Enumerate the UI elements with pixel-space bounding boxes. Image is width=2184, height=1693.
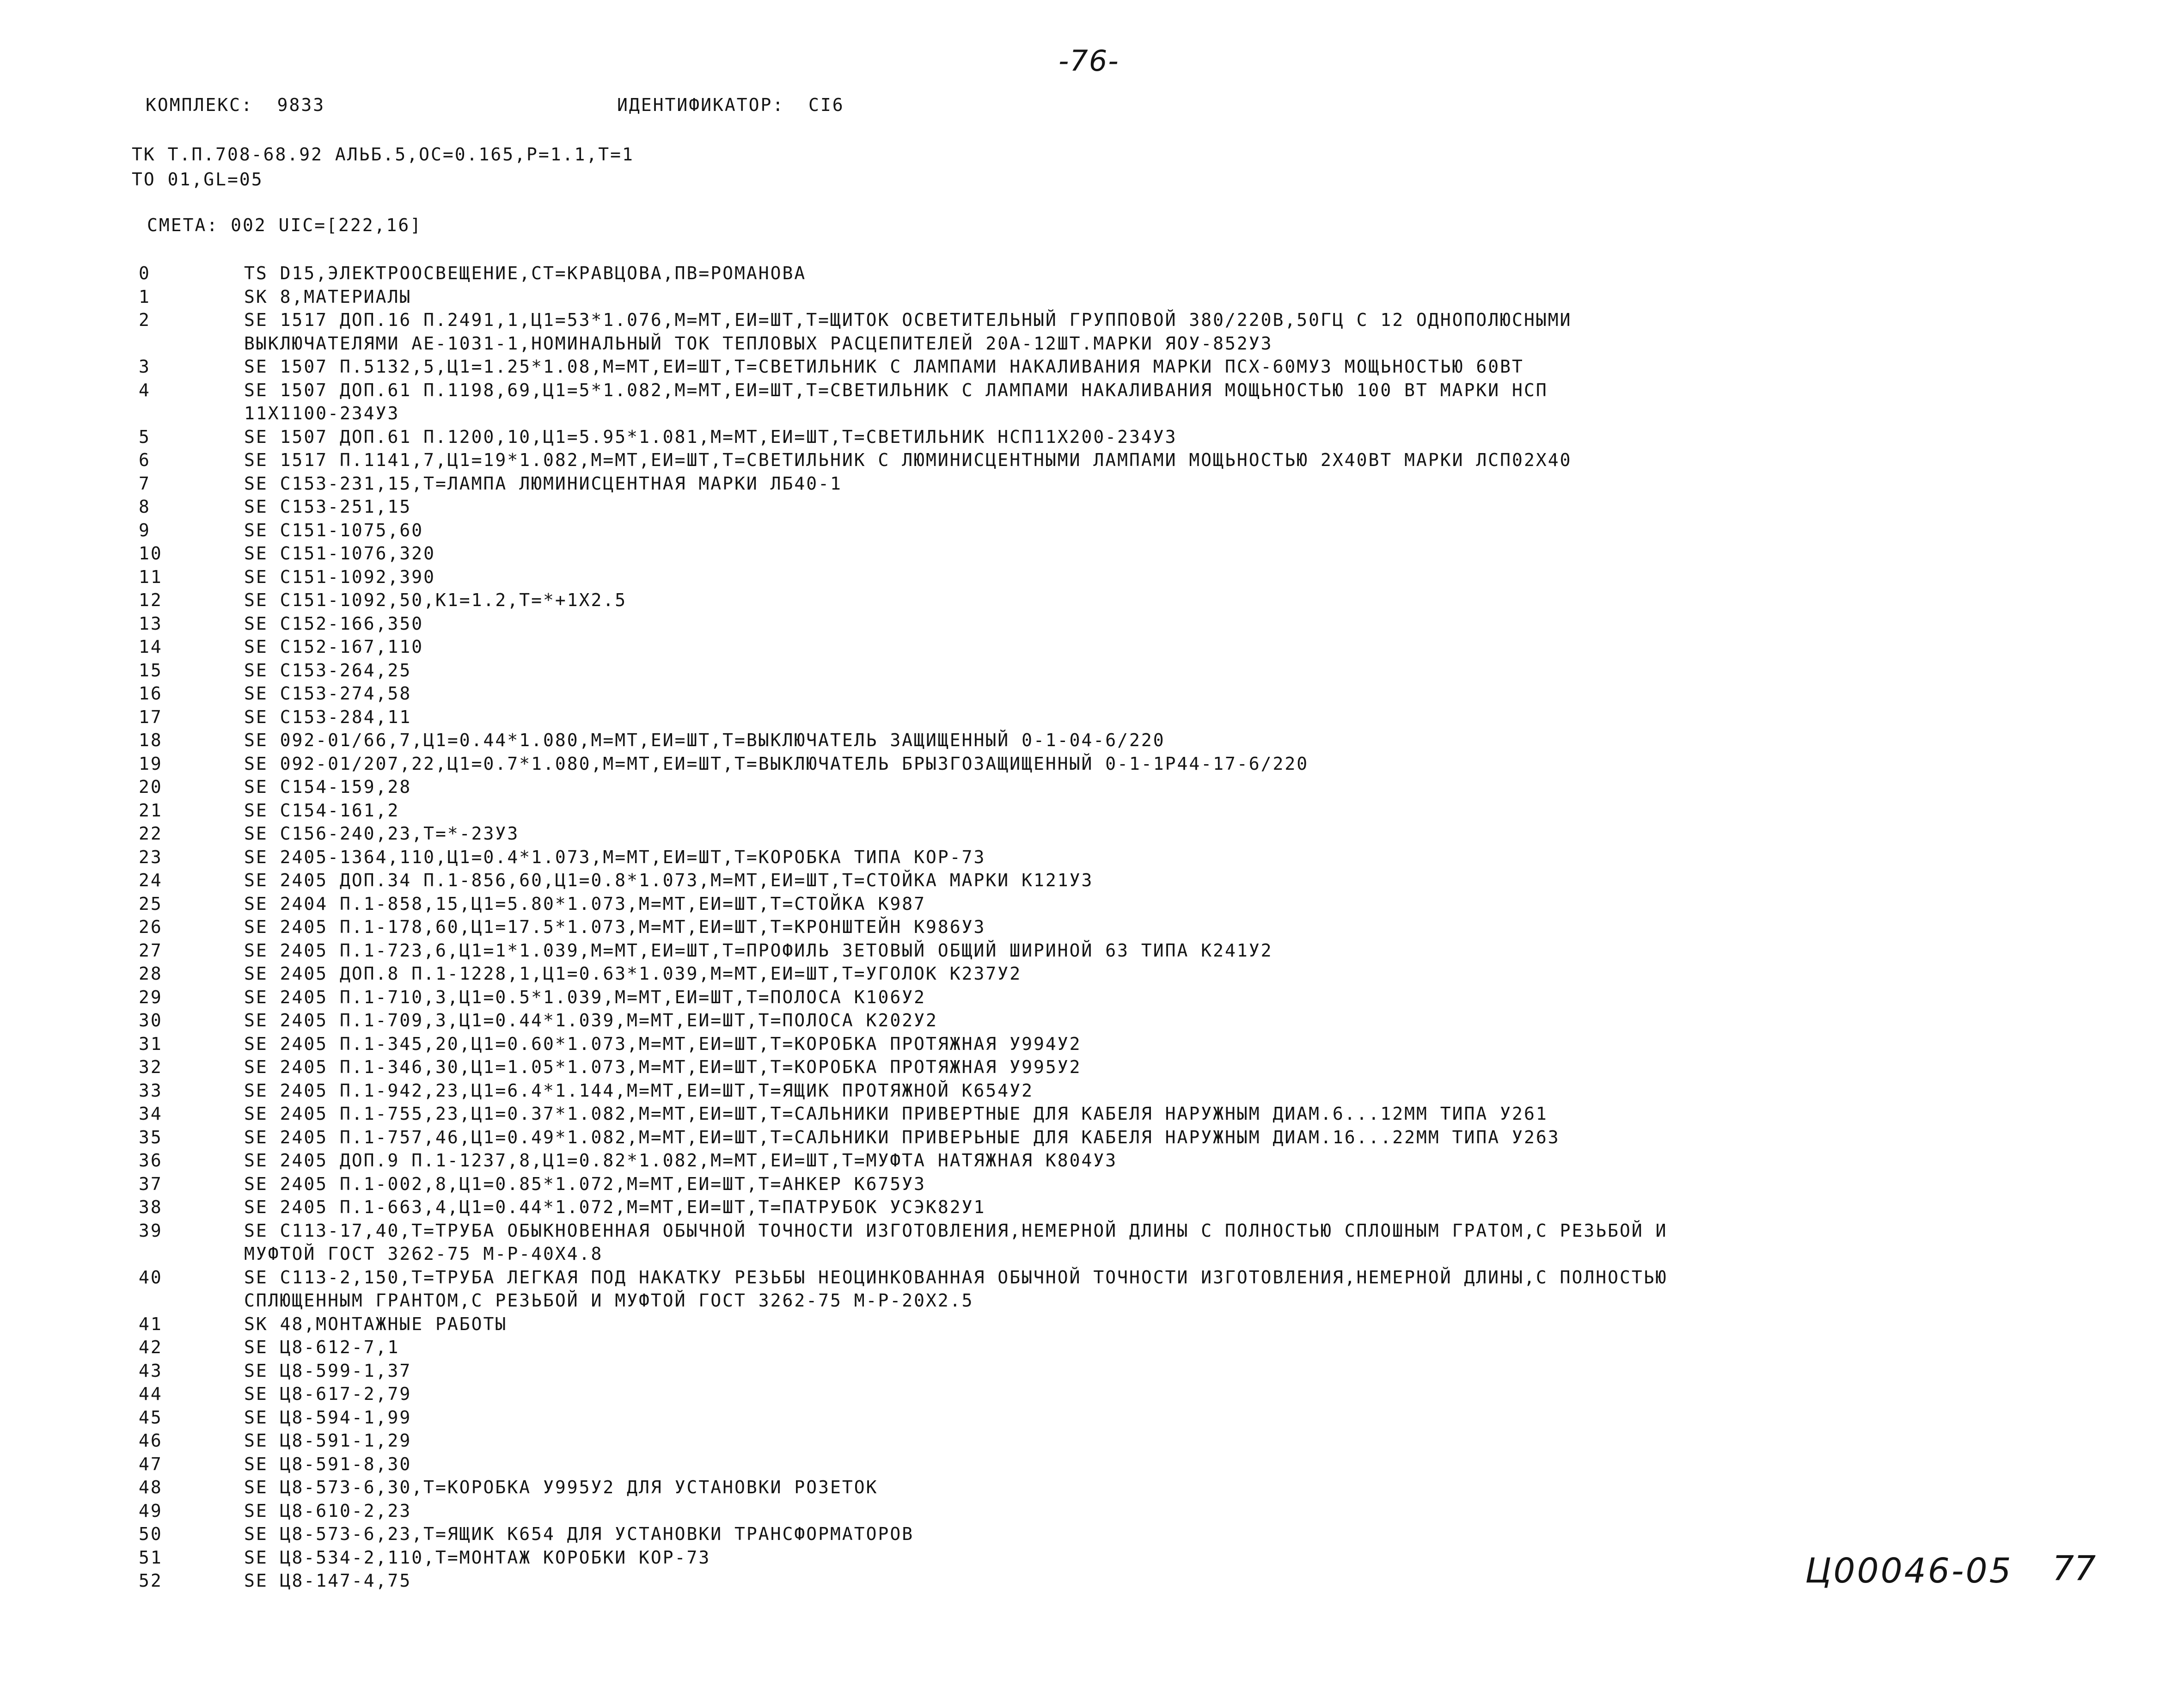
row-text-line: SE 092-01/66,7,Ц1=0.44*1.080,M=MT,ЕИ=ШТ,Т=ВЫКЛЮЧАТЕЛЬ ЗАЩИЩЕННЫЙ 0-1-04-6/220 bbox=[244, 730, 1165, 750]
row-text bbox=[244, 1499, 411, 1523]
row-number: 43 bbox=[139, 1360, 163, 1381]
row-text bbox=[244, 1032, 1081, 1056]
row-text-line: SE C151-1075,60 bbox=[244, 520, 424, 540]
row-number: 5 bbox=[139, 426, 151, 447]
row-text-line: ВЫКЛЮЧАТЕЛЯМИ АЕ-1031-1,НОМИНАЛЬНЫЙ ТОК ТЕПЛОВЫХ РАСЦЕПИТЕЛЕЙ 20А-12ШТ.МАРКИ ЯОУ-852УЗ bbox=[244, 333, 1273, 354]
row-text bbox=[244, 1453, 411, 1476]
listing-row bbox=[139, 1406, 1667, 1429]
row-text bbox=[244, 495, 411, 519]
row-text bbox=[244, 1219, 1667, 1266]
row-text-line: SE C153-231,15,Т=ЛАМПА ЛЮМИНИСЦЕНТНАЯ МАРКИ ЛБ40-1 bbox=[244, 473, 842, 494]
listing-row bbox=[139, 1149, 1667, 1172]
row-text bbox=[244, 1382, 411, 1406]
row-text-line: SE 2405 ДОП.9 П.1-1237,8,Ц1=0.82*1.082,M=MT,ЕИ=ШТ,Т=МУФТА НАТЯЖНАЯ К804УЗ bbox=[244, 1150, 1118, 1171]
listing-row bbox=[139, 775, 1667, 799]
listing-row bbox=[139, 565, 1667, 589]
listing-row bbox=[139, 448, 1667, 472]
row-text bbox=[244, 1336, 399, 1359]
row-text bbox=[244, 1313, 507, 1336]
listing-row bbox=[139, 869, 1667, 892]
row-text bbox=[244, 1406, 411, 1429]
row-text-line: SK 8,МАТЕРИАЛЫ bbox=[244, 286, 412, 307]
row-text-line: SE 2405 П.1-723,6,Ц1=1*1.039,M=MT,ЕИ=ШТ,Т=ПРОФИЛЬ ЗЕТОВЫЙ ОБЩИЙ ШИРИНОЙ 63 ТИПА К241У2 bbox=[244, 940, 1273, 961]
listing-row bbox=[139, 962, 1667, 986]
row-text-line: SE 2405 ДОП.8 П.1-1228,1,Ц1=0.63*1.039,M=MT,ЕИ=ШТ,Т=УГОЛОК К237У2 bbox=[244, 963, 1022, 984]
row-text-line: SE 2405 ДОП.34 П.1-856,60,Ц1=0.8*1.073,M=MT,ЕИ=ШТ,Т=СТОЙКА МАРКИ К121УЗ bbox=[244, 870, 1094, 890]
row-text-line: SE Ц8-594-1,99 bbox=[244, 1407, 412, 1428]
row-number: 28 bbox=[139, 963, 163, 984]
row-text-line: SE Ц8-147-4,75 bbox=[244, 1570, 412, 1591]
row-text bbox=[244, 565, 435, 589]
row-text bbox=[244, 285, 411, 309]
row-text-line: SE C153-264,25 bbox=[244, 660, 412, 681]
row-text bbox=[244, 962, 1022, 986]
row-text-line: SE C113-17,40,Т=ТРУБА ОБЫКНОВЕННАЯ ОБЫЧНОЙ ТОЧНОСТИ ИЗГОТОВЛЕНИЯ,НЕМЕРНОЙ ДЛИНЫ С ПОЛНОСТЬЮ СПЛОШНЫМ ГРАТОМ,С РЕЗЬБОЙ И bbox=[244, 1220, 1668, 1241]
page-number: -76- bbox=[1058, 44, 1120, 78]
row-number: 35 bbox=[139, 1127, 163, 1147]
listing-row bbox=[139, 1476, 1667, 1499]
listing-row bbox=[139, 1313, 1667, 1336]
row-number: 45 bbox=[139, 1407, 163, 1428]
row-number: 16 bbox=[139, 683, 163, 704]
row-number: 29 bbox=[139, 987, 163, 1007]
listing-row bbox=[139, 262, 1667, 285]
row-text-line: SE C151-1092,50,K1=1.2,Т=*+1Х2.5 bbox=[244, 590, 627, 610]
row-number: 46 bbox=[139, 1430, 163, 1451]
row-text bbox=[244, 542, 435, 565]
row-text bbox=[244, 472, 842, 496]
row-number: 15 bbox=[139, 660, 163, 681]
row-text bbox=[244, 355, 1524, 379]
row-number: 32 bbox=[139, 1057, 163, 1077]
row-text-line: SE C153-284,11 bbox=[244, 706, 412, 727]
row-text-line: SE C153-274,58 bbox=[244, 683, 412, 704]
row-text-line: SE 1517 ДОП.16 П.2491,1,Ц1=53*1.076,M=MT,ЕИ=ШТ,Т=ЩИТОК ОСВЕТИТЕЛЬНЫЙ ГРУППОВОЙ 380/220В,50ГЦ С 12 ОДНОПОЛЮСНЫМИ bbox=[244, 310, 1572, 330]
row-text-line: SE Ц8-591-8,30 bbox=[244, 1454, 412, 1474]
row-number: 31 bbox=[139, 1033, 163, 1054]
listing-row bbox=[139, 495, 1667, 519]
row-text bbox=[244, 986, 926, 1009]
row-number: 7 bbox=[139, 473, 151, 494]
listing-row bbox=[139, 1032, 1667, 1056]
row-text-line: SE Ц8-573-6,23,Т=ЯЩИК К654 ДЛЯ УСТАНОВКИ ТРАНСФОРМАТОРОВ bbox=[244, 1524, 914, 1544]
listing-row bbox=[139, 682, 1667, 705]
row-number: 2 bbox=[139, 310, 151, 330]
document-code: Ц00046-05 bbox=[1805, 1551, 2013, 1591]
row-text-line: SE C154-159,28 bbox=[244, 777, 412, 797]
row-text bbox=[244, 822, 519, 846]
row-text-line: SE Ц8-610-2,23 bbox=[244, 1500, 412, 1521]
row-text bbox=[244, 1522, 914, 1546]
row-number: 0 bbox=[139, 263, 151, 283]
row-number: 44 bbox=[139, 1384, 163, 1404]
listing-row bbox=[139, 1009, 1667, 1032]
listing-row bbox=[139, 1522, 1667, 1546]
listing-row bbox=[139, 659, 1667, 682]
row-text bbox=[244, 1359, 411, 1383]
row-number: 13 bbox=[139, 613, 163, 634]
row-text bbox=[244, 939, 1273, 963]
row-text-line: SE 2405 П.1-942,23,Ц1=6.4*1.144,M=MT,ЕИ=ШТ,Т=ЯЩИК ПРОТЯЖНОЙ К654У2 bbox=[244, 1080, 1034, 1101]
listing-row bbox=[139, 379, 1667, 425]
listing-row bbox=[139, 1219, 1667, 1266]
row-number: 47 bbox=[139, 1454, 163, 1474]
tk-line-1: TK T.П.708-68.92 АЛЬБ.5,ОС=0.165,Р=1.1,Т=1 bbox=[132, 144, 634, 165]
row-number: 26 bbox=[139, 917, 163, 937]
row-number: 22 bbox=[139, 823, 163, 844]
listing-row bbox=[139, 705, 1667, 729]
row-number: 36 bbox=[139, 1150, 163, 1171]
row-number: 24 bbox=[139, 870, 163, 890]
row-text bbox=[244, 659, 411, 682]
row-text-line: SE 092-01/207,22,Ц1=0.7*1.080,M=MT,ЕИ=ШТ,Т=ВЫКЛЮЧАТЕЛЬ БРЫЗГОЗАЩИЩЕННЫЙ 0-1-1Р44-17-6/220 bbox=[244, 753, 1309, 774]
listing-row bbox=[139, 519, 1667, 542]
row-text-line: SE 2405 П.1-002,8,Ц1=0.85*1.072,M=MT,ЕИ=ШТ,Т=АНКЕР К675УЗ bbox=[244, 1173, 926, 1194]
row-text bbox=[244, 1149, 1117, 1172]
row-text bbox=[244, 869, 1093, 892]
listing-row bbox=[139, 635, 1667, 659]
row-number: 51 bbox=[139, 1547, 163, 1568]
row-text-line: SE C152-167,110 bbox=[244, 637, 424, 657]
row-number: 18 bbox=[139, 730, 163, 750]
row-text bbox=[244, 1266, 1667, 1313]
listing-row bbox=[139, 542, 1667, 565]
listing-row bbox=[139, 355, 1667, 379]
listing-row bbox=[139, 285, 1667, 309]
row-number: 33 bbox=[139, 1080, 163, 1101]
row-text bbox=[244, 799, 399, 822]
row-number: 37 bbox=[139, 1173, 163, 1194]
row-text bbox=[244, 1196, 985, 1219]
row-text bbox=[244, 1009, 938, 1032]
listing-row bbox=[139, 752, 1667, 776]
row-number: 6 bbox=[139, 450, 151, 470]
row-number: 12 bbox=[139, 590, 163, 610]
row-number: 50 bbox=[139, 1524, 163, 1544]
row-text-line: SE 2405 П.1-178,60,Ц1=17.5*1.073,M=MT,ЕИ=ШТ,Т=КРОНШТЕЙН К986УЗ bbox=[244, 917, 986, 937]
row-text bbox=[244, 1569, 411, 1593]
row-text bbox=[244, 846, 985, 869]
row-text bbox=[244, 1079, 1034, 1103]
listing-row bbox=[139, 1102, 1667, 1126]
row-text bbox=[244, 1476, 878, 1499]
row-number: 38 bbox=[139, 1197, 163, 1217]
listing-row bbox=[139, 846, 1667, 869]
row-text-line: SE 1507 ДОП.61 П.1200,10,Ц1=5.95*1.081,M=MT,ЕИ=ШТ,Т=СВЕТИЛЬНИК НСП11Х200-234УЗ bbox=[244, 426, 1177, 447]
listing-row bbox=[139, 986, 1667, 1009]
row-text bbox=[244, 425, 1177, 449]
listing-row bbox=[139, 822, 1667, 846]
row-text bbox=[244, 1055, 1081, 1079]
row-text-line: SE 1517 П.1141,7,Ц1=19*1.082,M=MT,ЕИ=ШТ,Т=СВЕТИЛЬНИК С ЛЮМИНИСЦЕНТНЫМИ ЛАМПАМИ МОЩЬНОСТЬЮ 2Х40ВТ МАРКИ ЛСП02Х40 bbox=[244, 450, 1572, 470]
row-text bbox=[244, 612, 423, 636]
listing-row bbox=[139, 589, 1667, 612]
row-text-line: SE Ц8-612-7,1 bbox=[244, 1337, 400, 1357]
row-number: 9 bbox=[139, 520, 151, 540]
row-text-line: SE 2405 П.1-709,3,Ц1=0.44*1.039,M=MT,ЕИ=ШТ,Т=ПОЛОСА К202У2 bbox=[244, 1010, 938, 1031]
row-number: 3 bbox=[139, 356, 151, 377]
row-number: 52 bbox=[139, 1570, 163, 1591]
row-text-line: SE 2405 П.1-345,20,Ц1=0.60*1.073,M=MT,ЕИ=ШТ,Т=КОРОБКА ПРОТЯЖНАЯ У994У2 bbox=[244, 1033, 1082, 1054]
sheet-number: 77 bbox=[2052, 1549, 2096, 1589]
row-text-line: SE Ц8-599-1,37 bbox=[244, 1360, 412, 1381]
row-text-line: SE C113-2,150,Т=ТРУБА ЛЕГКАЯ ПОД НАКАТКУ РЕЗЬБЫ НЕОЦИНКОВАННАЯ ОБЫЧНОЙ ТОЧНОСТИ ИЗГОТОВЛЕНИЯ,НЕМЕРНОЙ ДЛИНЫ,С ПОЛНОСТЬЮ bbox=[244, 1267, 1668, 1288]
row-number: 41 bbox=[139, 1313, 163, 1334]
row-text-line: SE 2404 П.1-858,15,Ц1=5.80*1.073,M=MT,ЕИ=ШТ,Т=СТОЙКА К987 bbox=[244, 893, 926, 914]
identifikator-label: ИДЕНТИФИКАТОР: CI6 bbox=[617, 95, 844, 115]
estimate-listing bbox=[139, 262, 1667, 1593]
listing-row bbox=[139, 729, 1667, 752]
row-number: 17 bbox=[139, 706, 163, 727]
row-text bbox=[244, 1126, 1560, 1149]
listing-row bbox=[139, 939, 1667, 963]
row-text bbox=[244, 519, 423, 542]
row-text-line: СПЛЮЩЕННЫМ ГРАНТОМ,С РЕЗЬБОЙ И МУФТОЙ ГОСТ 3262-75 М-Р-20Х2.5 bbox=[244, 1290, 974, 1311]
row-number: 40 bbox=[139, 1267, 163, 1288]
row-text bbox=[244, 752, 1309, 776]
row-text bbox=[244, 635, 423, 659]
listing-row bbox=[139, 1079, 1667, 1103]
row-number: 1 bbox=[139, 286, 151, 307]
row-text bbox=[244, 682, 411, 705]
row-number: 39 bbox=[139, 1220, 163, 1241]
row-text-line: SE Ц8-534-2,110,Т=МОНТАЖ КОРОБКИ КОР-73 bbox=[244, 1547, 711, 1568]
listing-row bbox=[139, 1126, 1667, 1149]
listing-row bbox=[139, 1546, 1667, 1570]
row-number: 8 bbox=[139, 497, 151, 517]
listing-row bbox=[139, 1499, 1667, 1523]
row-number: 49 bbox=[139, 1500, 163, 1521]
row-text-line: 11Х1100-234УЗ bbox=[244, 403, 400, 423]
row-text-line: SE 1507 ДОП.61 П.1198,69,Ц1=5*1.082,M=MT,ЕИ=ШТ,Т=СВЕТИЛЬНИК С ЛАМПАМИ НАКАЛИВАНИЯ МОЩЬНОСТЬЮ 100 ВТ МАРКИ НСП bbox=[244, 380, 1548, 400]
row-text bbox=[244, 1172, 926, 1196]
row-number: 14 bbox=[139, 637, 163, 657]
row-text-line: SK 48,МОНТАЖНЫЕ РАБОТЫ bbox=[244, 1313, 508, 1334]
row-number: 11 bbox=[139, 566, 163, 587]
row-text bbox=[244, 1546, 710, 1570]
row-text-line: SE 2405 П.1-755,23,Ц1=0.37*1.082,M=MT,ЕИ=ШТ,Т=САЛЬНИКИ ПРИВЕРТНЫЕ ДЛЯ КАБЕЛЯ НАРУЖНЫМ ДИАМ.6...12ММ ТИПА У261 bbox=[244, 1104, 1548, 1124]
row-text bbox=[244, 915, 985, 939]
row-text-line: SE 2405 П.1-757,46,Ц1=0.49*1.082,M=MT,ЕИ=ШТ,Т=САЛЬНИКИ ПРИВЕРЬНЫЕ ДЛЯ КАБЕЛЯ НАРУЖНЫМ ДИАМ.16...22ММ ТИПА У263 bbox=[244, 1127, 1560, 1147]
row-text bbox=[244, 448, 1572, 472]
listing-row bbox=[139, 1429, 1667, 1453]
row-text-line: TS D15,ЭЛЕКТРООСВЕЩЕНИЕ,СТ=КРАВЦОВА,ПВ=РОМАНОВА bbox=[244, 263, 807, 283]
listing-row bbox=[139, 612, 1667, 636]
row-number: 48 bbox=[139, 1477, 163, 1497]
row-text-line: SE C153-251,15 bbox=[244, 497, 412, 517]
listing-row bbox=[139, 1336, 1667, 1359]
row-text-line: SE 2405 П.1-663,4,Ц1=0.44*1.072,M=MT,ЕИ=ШТ,Т=ПАТРУБОК УСЭК82У1 bbox=[244, 1197, 986, 1217]
row-number: 21 bbox=[139, 800, 163, 821]
row-text-line: МУФТОЙ ГОСТ 3262-75 М-Р-40Х4.8 bbox=[244, 1244, 603, 1264]
listing-row bbox=[139, 1569, 1667, 1593]
row-text-line: SE C151-1092,390 bbox=[244, 566, 436, 587]
listing-row bbox=[139, 1055, 1667, 1079]
row-text bbox=[244, 892, 926, 916]
row-number: 27 bbox=[139, 940, 163, 961]
row-text-line: SE Ц8-617-2,79 bbox=[244, 1384, 412, 1404]
row-number: 25 bbox=[139, 893, 163, 914]
row-text-line: SE C154-161,2 bbox=[244, 800, 400, 821]
row-text-line: SE C151-1076,320 bbox=[244, 543, 436, 564]
row-text bbox=[244, 775, 411, 799]
row-number: 19 bbox=[139, 753, 163, 774]
listing-row bbox=[139, 308, 1667, 355]
kompleks-label: КОМПЛЕКС: 9833 bbox=[146, 95, 325, 115]
row-text bbox=[244, 1429, 411, 1453]
listing-row bbox=[139, 1453, 1667, 1476]
row-number: 20 bbox=[139, 777, 163, 797]
listing-row bbox=[139, 1266, 1667, 1313]
listing-row bbox=[139, 1359, 1667, 1383]
row-text-line: SE C152-166,350 bbox=[244, 613, 424, 634]
row-number: 10 bbox=[139, 543, 163, 564]
row-text bbox=[244, 262, 806, 285]
smeta-label: СМЕТА: 002 UIC=[222,16] bbox=[147, 215, 422, 235]
listing-row bbox=[139, 915, 1667, 939]
row-number: 34 bbox=[139, 1104, 163, 1124]
row-text-line: SE 1507 П.5132,5,Ц1=1.25*1.08,M=MT,ЕИ=ШТ,Т=СВЕТИЛЬНИК С ЛАМПАМИ НАКАЛИВАНИЯ МАРКИ ПСХ-60МУЗ МОЩЬНОСТЬЮ 60ВТ bbox=[244, 356, 1524, 377]
row-text-line: SE C156-240,23,Т=*-23УЗ bbox=[244, 823, 520, 844]
row-text bbox=[244, 705, 411, 729]
row-text-line: SE 2405 П.1-710,3,Ц1=0.5*1.039,M=MT,ЕИ=ШТ,Т=ПОЛОСА К106У2 bbox=[244, 987, 926, 1007]
row-number: 42 bbox=[139, 1337, 163, 1357]
row-text-line: SE 2405-1364,110,Ц1=0.4*1.073,M=MT,ЕИ=ШТ,Т=КОРОБКА ТИПА КОР-73 bbox=[244, 846, 986, 867]
row-number: 23 bbox=[139, 846, 163, 867]
row-number: 4 bbox=[139, 380, 151, 400]
row-text-line: SE 2405 П.1-346,30,Ц1=1.05*1.073,M=MT,ЕИ=ШТ,Т=КОРОБКА ПРОТЯЖНАЯ У995У2 bbox=[244, 1057, 1082, 1077]
listing-row bbox=[139, 892, 1667, 916]
listing-row bbox=[139, 1196, 1667, 1219]
listing-row bbox=[139, 1172, 1667, 1196]
row-text bbox=[244, 379, 1548, 425]
row-text bbox=[244, 308, 1572, 355]
listing-row bbox=[139, 1382, 1667, 1406]
listing-row bbox=[139, 472, 1667, 496]
row-text bbox=[244, 589, 627, 612]
tk-line-2: ТО 01,GL=05 bbox=[132, 169, 263, 190]
listing-row bbox=[139, 425, 1667, 449]
row-number: 30 bbox=[139, 1010, 163, 1031]
listing-row bbox=[139, 799, 1667, 822]
row-text bbox=[244, 729, 1165, 752]
row-text-line: SE Ц8-591-1,29 bbox=[244, 1430, 412, 1451]
row-text bbox=[244, 1102, 1548, 1126]
row-text-line: SE Ц8-573-6,30,Т=КОРОБКА У995У2 ДЛЯ УСТАНОВКИ РОЗЕТОК bbox=[244, 1477, 878, 1497]
